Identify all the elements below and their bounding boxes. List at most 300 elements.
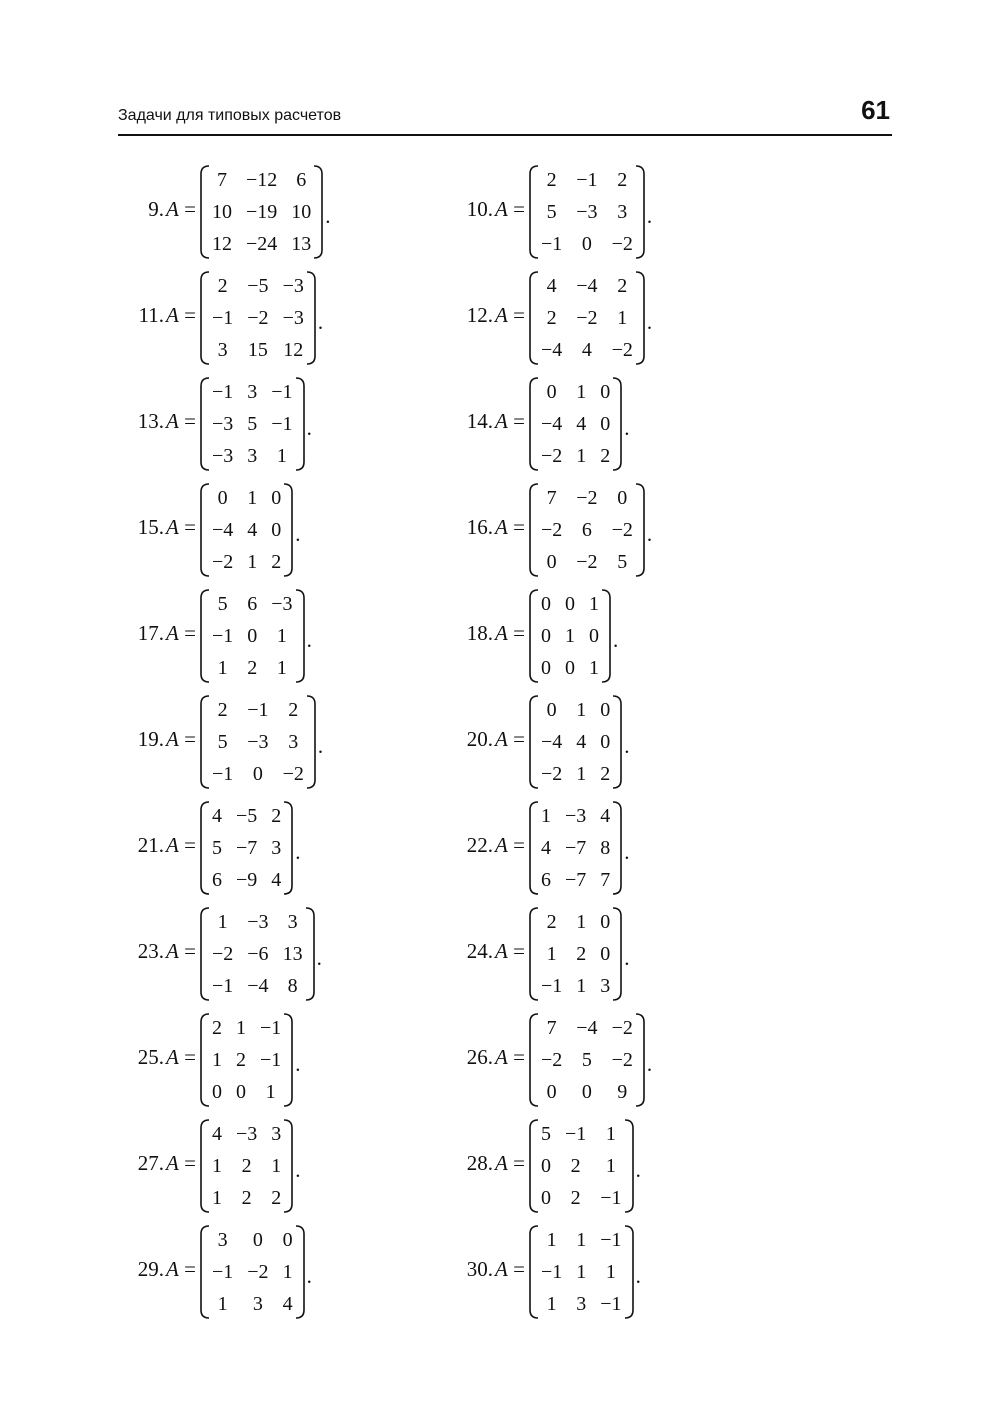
matrix-cell: −6 bbox=[247, 943, 269, 965]
matrix bbox=[200, 906, 322, 1002]
equation-prefix: A = bbox=[495, 1045, 525, 1069]
matrix-cell: 6 bbox=[296, 169, 307, 191]
period: . bbox=[325, 203, 331, 228]
matrix-cell: 4 bbox=[271, 869, 282, 891]
right-parenthesis bbox=[283, 482, 293, 578]
matrix-cell: −3 bbox=[565, 805, 587, 827]
matrix-cell: 9 bbox=[617, 1081, 628, 1103]
matrix-cell: 2 bbox=[600, 763, 611, 785]
matrix-cell: 0 bbox=[600, 699, 611, 721]
matrix-cell: 3 bbox=[600, 975, 611, 997]
matrix-cell: 0 bbox=[541, 1155, 551, 1177]
problem-number: 26. bbox=[466, 1045, 493, 1069]
matrix-cell: −2 bbox=[611, 1017, 633, 1039]
problem-number: 13. bbox=[137, 409, 164, 433]
left-parenthesis bbox=[200, 376, 210, 472]
matrix-cell: 6 bbox=[541, 869, 551, 891]
matrix-cell: 3 bbox=[617, 201, 628, 223]
matrix-cell: 4 bbox=[212, 1123, 222, 1145]
matrix-cell: −12 bbox=[246, 169, 278, 191]
matrix bbox=[529, 1224, 641, 1320]
matrix bbox=[200, 800, 301, 896]
right-parenthesis bbox=[295, 588, 305, 684]
matrix-cell: 1 bbox=[605, 1261, 616, 1283]
period: . bbox=[624, 733, 630, 758]
right-parenthesis bbox=[601, 588, 611, 684]
matrix-cell: −2 bbox=[611, 1049, 633, 1071]
matrix-cell: 1 bbox=[217, 911, 228, 933]
matrix-cell: 0 bbox=[271, 519, 282, 541]
matrix-cell: −1 bbox=[247, 699, 269, 721]
matrix-cell: −1 bbox=[212, 975, 234, 997]
matrix-cell: −2 bbox=[576, 551, 598, 573]
period: . bbox=[295, 1051, 301, 1076]
matrix-cell: 0 bbox=[282, 1229, 293, 1251]
running-header bbox=[118, 95, 892, 136]
matrix-cell: 7 bbox=[217, 169, 227, 191]
right-parenthesis bbox=[624, 1118, 634, 1214]
equation-prefix: A = bbox=[166, 515, 196, 539]
matrix-cell: 2 bbox=[546, 169, 557, 191]
matrix-cell: −1 bbox=[565, 1123, 587, 1145]
matrix bbox=[529, 1012, 652, 1108]
matrix-cell: −1 bbox=[271, 413, 293, 435]
matrix-cell: 4 bbox=[282, 1293, 293, 1315]
matrix-cell: 2 bbox=[271, 551, 282, 573]
matrix-cell: −2 bbox=[247, 307, 269, 329]
matrix-cell: −4 bbox=[212, 519, 234, 541]
left-parenthesis bbox=[200, 1118, 210, 1214]
matrix-cell: −1 bbox=[600, 1293, 622, 1315]
left-parenthesis bbox=[529, 906, 539, 1002]
equation-prefix: A = bbox=[166, 621, 196, 645]
right-parenthesis bbox=[624, 1224, 634, 1320]
left-parenthesis bbox=[529, 588, 539, 684]
matrix-cell: 13 bbox=[282, 943, 303, 965]
matrix-cell: −3 bbox=[212, 445, 234, 467]
matrix-cell: 0 bbox=[236, 1081, 246, 1103]
matrix-cell: 2 bbox=[546, 911, 557, 933]
matrix-cell: 1 bbox=[276, 445, 287, 467]
period: . bbox=[306, 627, 312, 652]
matrix-cell: 0 bbox=[600, 413, 611, 435]
right-parenthesis bbox=[612, 906, 622, 1002]
matrix bbox=[529, 800, 630, 896]
equation-prefix: A = bbox=[166, 1045, 196, 1069]
left-parenthesis bbox=[200, 1012, 210, 1108]
matrix bbox=[200, 1012, 301, 1108]
matrix-cell: −1 bbox=[541, 975, 563, 997]
matrix-cell: 2 bbox=[236, 1049, 246, 1071]
matrix-cell: 1 bbox=[546, 943, 557, 965]
matrix-cell: −5 bbox=[247, 275, 269, 297]
matrix-cell: 2 bbox=[241, 1187, 252, 1209]
matrix-cell: −2 bbox=[541, 763, 563, 785]
problem-number: 24. bbox=[466, 939, 493, 963]
matrix-cell: 0 bbox=[546, 551, 557, 573]
matrix-cell: 2 bbox=[617, 275, 628, 297]
matrix-cell: 7 bbox=[546, 487, 557, 509]
right-parenthesis bbox=[635, 1012, 645, 1108]
matrix-cell: −2 bbox=[611, 339, 633, 361]
matrix-cell: 1 bbox=[589, 657, 599, 679]
problem-number: 30. bbox=[466, 1257, 493, 1281]
matrix-cell: 0 bbox=[247, 625, 258, 647]
matrix-cell: −2 bbox=[212, 943, 234, 965]
right-parenthesis bbox=[306, 270, 316, 366]
problem-number: 20. bbox=[466, 727, 493, 751]
period: . bbox=[646, 309, 653, 334]
matrix-cell: 1 bbox=[212, 1155, 222, 1177]
right-parenthesis bbox=[313, 164, 323, 260]
matrix-cell: 1 bbox=[617, 307, 628, 329]
period: . bbox=[295, 839, 301, 864]
matrix-cell: 0 bbox=[600, 911, 611, 933]
matrix bbox=[200, 270, 323, 366]
matrix-cell: 13 bbox=[291, 233, 312, 255]
matrix bbox=[529, 588, 618, 684]
matrix-cell: 1 bbox=[546, 1229, 557, 1251]
equation-prefix: A = bbox=[166, 409, 196, 433]
matrix-cell: 10 bbox=[212, 201, 232, 223]
matrix-cell: −2 bbox=[541, 445, 563, 467]
matrix-cell: −5 bbox=[236, 805, 258, 827]
matrix-cell: 1 bbox=[576, 699, 587, 721]
matrix-cell: 0 bbox=[589, 625, 599, 647]
matrix-cell: 2 bbox=[217, 275, 228, 297]
matrix-cell: 5 bbox=[247, 413, 258, 435]
right-parenthesis bbox=[612, 376, 622, 472]
matrix-cell: 2 bbox=[212, 1017, 222, 1039]
matrix-cell: 0 bbox=[252, 763, 263, 785]
matrix-cell: 0 bbox=[541, 593, 551, 615]
left-parenthesis bbox=[200, 164, 210, 260]
matrix-cell: 2 bbox=[546, 307, 557, 329]
problem-number: 19. bbox=[137, 727, 164, 751]
matrix-cell: 5 bbox=[617, 551, 628, 573]
period: . bbox=[317, 733, 324, 758]
matrix bbox=[200, 1224, 312, 1320]
matrix-cell: 3 bbox=[287, 911, 298, 933]
matrix-cell: 3 bbox=[288, 731, 299, 753]
page-number: 61 bbox=[861, 95, 890, 125]
problem-number: 15. bbox=[137, 515, 164, 539]
right-parenthesis bbox=[283, 800, 293, 896]
equation-prefix: A = bbox=[495, 621, 525, 645]
matrix-cell: 1 bbox=[576, 763, 587, 785]
matrix-cell: −1 bbox=[600, 1187, 622, 1209]
period: . bbox=[646, 203, 653, 228]
matrix-cell: −1 bbox=[260, 1049, 282, 1071]
matrix-cell: −3 bbox=[576, 201, 598, 223]
matrix-cell: 0 bbox=[541, 1187, 551, 1209]
matrix-cell: −1 bbox=[212, 1261, 234, 1283]
matrix-cell: −4 bbox=[576, 275, 598, 297]
left-parenthesis bbox=[200, 588, 210, 684]
period: . bbox=[624, 839, 630, 864]
matrix bbox=[529, 164, 652, 260]
matrix-cell: −1 bbox=[541, 1261, 563, 1283]
matrix-cell: 3 bbox=[271, 1123, 282, 1145]
matrix-cell: 0 bbox=[217, 487, 228, 509]
matrix bbox=[200, 588, 312, 684]
equation-prefix: A = bbox=[495, 833, 525, 857]
right-parenthesis bbox=[612, 800, 622, 896]
period: . bbox=[317, 309, 324, 334]
left-parenthesis bbox=[529, 270, 539, 366]
problem-number: 18. bbox=[466, 621, 493, 645]
matrix-cell: 5 bbox=[217, 593, 228, 615]
matrix-cell: 1 bbox=[217, 657, 228, 679]
left-parenthesis bbox=[529, 800, 539, 896]
matrix-cell: 4 bbox=[212, 805, 222, 827]
matrix bbox=[200, 482, 301, 578]
matrix-cell: 2 bbox=[617, 169, 628, 191]
matrix-cell: 0 bbox=[271, 487, 282, 509]
matrix-cell: 7 bbox=[546, 1017, 557, 1039]
problem-number: 29. bbox=[137, 1257, 164, 1281]
matrix-cell: 1 bbox=[276, 625, 287, 647]
matrix-cell: −4 bbox=[541, 413, 563, 435]
matrix-cell: −2 bbox=[247, 1261, 269, 1283]
matrix-cell: 0 bbox=[546, 699, 557, 721]
matrix-cell: 0 bbox=[600, 381, 611, 403]
matrix-cell: −3 bbox=[247, 731, 269, 753]
matrix-cell: −2 bbox=[576, 487, 598, 509]
matrix bbox=[529, 376, 630, 472]
matrix bbox=[529, 1118, 641, 1214]
matrix-cell: 0 bbox=[541, 625, 551, 647]
problem-number: 21. bbox=[137, 833, 164, 857]
problem-number: 27. bbox=[137, 1151, 164, 1175]
right-parenthesis bbox=[283, 1118, 293, 1214]
matrix-cell: 12 bbox=[283, 339, 304, 361]
problem-number: 9. bbox=[148, 197, 164, 221]
matrix-cell: −3 bbox=[247, 911, 269, 933]
matrix-cell: −9 bbox=[236, 869, 258, 891]
matrix bbox=[200, 1118, 301, 1214]
matrix-cell: −19 bbox=[246, 201, 278, 223]
matrix-cell: 2 bbox=[271, 805, 282, 827]
matrix-cell: −3 bbox=[271, 593, 293, 615]
matrix-cell: −1 bbox=[260, 1017, 282, 1039]
problem-number: 16. bbox=[466, 515, 493, 539]
matrix-cell: 2 bbox=[247, 657, 258, 679]
matrix-cell: 1 bbox=[576, 975, 587, 997]
period: . bbox=[306, 1263, 312, 1288]
matrix-cell: 0 bbox=[600, 731, 611, 753]
period: . bbox=[646, 1051, 653, 1076]
problem-number: 22. bbox=[466, 833, 493, 857]
matrix-cell: 0 bbox=[252, 1229, 263, 1251]
matrix bbox=[529, 270, 652, 366]
matrix-cell: 4 bbox=[576, 413, 587, 435]
matrix-cell: 1 bbox=[236, 1017, 246, 1039]
matrix-cell: 3 bbox=[247, 381, 258, 403]
matrix-cell: 4 bbox=[546, 275, 557, 297]
left-parenthesis bbox=[529, 164, 539, 260]
matrix-cell: −3 bbox=[236, 1123, 258, 1145]
matrix-cell: 5 bbox=[581, 1049, 592, 1071]
matrix-cell: −7 bbox=[565, 869, 587, 891]
matrix-cell: 7 bbox=[600, 869, 611, 891]
right-parenthesis bbox=[295, 376, 305, 472]
problem-number: 12. bbox=[466, 303, 493, 327]
matrix-cell: 2 bbox=[600, 445, 611, 467]
problem-number: 14. bbox=[466, 409, 493, 433]
period: . bbox=[316, 945, 322, 970]
matrix-cell: 2 bbox=[570, 1187, 581, 1209]
matrix-cell: −3 bbox=[212, 413, 234, 435]
matrix-cell: 1 bbox=[212, 1187, 222, 1209]
matrix-cell: 8 bbox=[287, 975, 298, 997]
header-title: Задачи для типовых расчетов bbox=[118, 107, 342, 124]
equation-prefix: A = bbox=[166, 727, 196, 751]
equation-prefix: A = bbox=[166, 1151, 196, 1175]
matrix-cell: 1 bbox=[276, 657, 287, 679]
equation-prefix: A = bbox=[495, 1151, 525, 1175]
period: . bbox=[295, 1157, 301, 1182]
matrix-cell: 8 bbox=[600, 837, 611, 859]
equation-prefix: A = bbox=[495, 515, 525, 539]
matrix bbox=[200, 164, 331, 260]
left-parenthesis bbox=[200, 800, 210, 896]
equation-prefix: A = bbox=[166, 939, 196, 963]
problem-number: 25. bbox=[137, 1045, 164, 1069]
matrix-cell: 2 bbox=[570, 1155, 581, 1177]
matrix-cell: 0 bbox=[617, 487, 628, 509]
left-parenthesis bbox=[200, 270, 210, 366]
period: . bbox=[635, 1157, 641, 1182]
problem-number: 11. bbox=[138, 303, 164, 327]
matrix-cell: 3 bbox=[247, 445, 258, 467]
left-parenthesis bbox=[200, 906, 210, 1002]
period: . bbox=[306, 415, 312, 440]
matrix-cell: −7 bbox=[565, 837, 587, 859]
matrix-cell: −2 bbox=[611, 519, 633, 541]
matrix-cell: −1 bbox=[576, 169, 598, 191]
equation-prefix: A = bbox=[166, 303, 196, 327]
matrix-cell: 3 bbox=[576, 1293, 587, 1315]
matrix-cell: 2 bbox=[217, 699, 228, 721]
period: . bbox=[646, 521, 653, 546]
matrix-cell: 1 bbox=[589, 593, 599, 615]
equation-prefix: A = bbox=[166, 1257, 196, 1281]
matrix-cell: 2 bbox=[271, 1187, 282, 1209]
left-parenthesis bbox=[529, 482, 539, 578]
matrix-cell: −4 bbox=[541, 339, 563, 361]
left-parenthesis bbox=[529, 1224, 539, 1320]
equation-prefix: A = bbox=[166, 197, 196, 221]
matrix-cell: 1 bbox=[282, 1261, 293, 1283]
equation-prefix: A = bbox=[495, 727, 525, 751]
matrix-cell: 1 bbox=[576, 445, 587, 467]
matrix-cell: −1 bbox=[212, 307, 234, 329]
right-parenthesis bbox=[635, 270, 645, 366]
matrix bbox=[529, 694, 630, 790]
matrix bbox=[529, 482, 652, 578]
matrix-cell: 1 bbox=[576, 911, 587, 933]
equation-prefix: A = bbox=[495, 303, 525, 327]
matrix-cell: 1 bbox=[247, 551, 258, 573]
matrix-cell: 0 bbox=[565, 593, 575, 615]
matrix-cell: 0 bbox=[546, 381, 557, 403]
right-parenthesis bbox=[306, 694, 316, 790]
matrix-cell: −1 bbox=[212, 763, 234, 785]
matrix-cell: −4 bbox=[247, 975, 269, 997]
matrix-cell: −4 bbox=[541, 731, 563, 753]
matrix-cell: 12 bbox=[212, 233, 232, 255]
matrix-cell: −1 bbox=[600, 1229, 622, 1251]
matrix-cell: 0 bbox=[600, 943, 611, 965]
matrix-cell: 5 bbox=[217, 731, 228, 753]
matrix-cell: 3 bbox=[217, 1229, 228, 1251]
problem-number: 23. bbox=[137, 939, 164, 963]
right-parenthesis bbox=[295, 1224, 305, 1320]
right-parenthesis bbox=[305, 906, 315, 1002]
matrix-cell: 15 bbox=[247, 339, 268, 361]
matrix-cell: −3 bbox=[282, 307, 304, 329]
matrix-cell: 0 bbox=[581, 233, 592, 255]
matrix-cell: 1 bbox=[271, 1155, 282, 1177]
matrix-cell: 0 bbox=[212, 1081, 222, 1103]
matrix-cell: 4 bbox=[247, 519, 258, 541]
left-parenthesis bbox=[200, 694, 210, 790]
matrix-cell: 4 bbox=[600, 805, 611, 827]
matrix-cell: 1 bbox=[576, 1261, 587, 1283]
left-parenthesis bbox=[200, 1224, 210, 1320]
period: . bbox=[613, 627, 619, 652]
period: . bbox=[295, 521, 301, 546]
matrix-cell: 5 bbox=[212, 837, 222, 859]
matrix-cell: −2 bbox=[212, 551, 234, 573]
right-parenthesis bbox=[635, 164, 645, 260]
matrix-cell: 4 bbox=[541, 837, 551, 859]
problem-number: 17. bbox=[137, 621, 164, 645]
matrix-cell: 6 bbox=[581, 519, 592, 541]
matrix-cell: 5 bbox=[546, 201, 557, 223]
matrix-cell: 0 bbox=[546, 1081, 557, 1103]
matrix-cell: 6 bbox=[247, 593, 258, 615]
matrix-cell: 1 bbox=[576, 1229, 587, 1251]
matrix-cell: −2 bbox=[611, 233, 633, 255]
matrix bbox=[200, 694, 323, 790]
matrix-cell: −2 bbox=[541, 1049, 563, 1071]
matrix-cell: 1 bbox=[605, 1123, 616, 1145]
matrix-cell: −2 bbox=[282, 763, 304, 785]
matrix-cell: −3 bbox=[282, 275, 304, 297]
matrix-cell: 4 bbox=[576, 731, 587, 753]
matrix-cell: 1 bbox=[217, 1293, 228, 1315]
left-parenthesis bbox=[200, 482, 210, 578]
matrix-cell: 1 bbox=[541, 805, 551, 827]
matrix-cell: 2 bbox=[241, 1155, 252, 1177]
matrix-cell: 3 bbox=[217, 339, 228, 361]
right-parenthesis bbox=[283, 1012, 293, 1108]
matrix-cell: −1 bbox=[212, 625, 234, 647]
matrix-cell: 4 bbox=[581, 339, 592, 361]
matrix-cell: 0 bbox=[581, 1081, 592, 1103]
equation-prefix: A = bbox=[495, 939, 525, 963]
right-parenthesis bbox=[635, 482, 645, 578]
equation-prefix: A = bbox=[166, 833, 196, 857]
matrix-cell: −4 bbox=[576, 1017, 598, 1039]
problem-number: 10. bbox=[466, 197, 493, 221]
matrix-cell: 1 bbox=[265, 1081, 276, 1103]
matrix-cell: −1 bbox=[541, 233, 563, 255]
left-parenthesis bbox=[529, 376, 539, 472]
matrix-cell: 1 bbox=[247, 487, 258, 509]
